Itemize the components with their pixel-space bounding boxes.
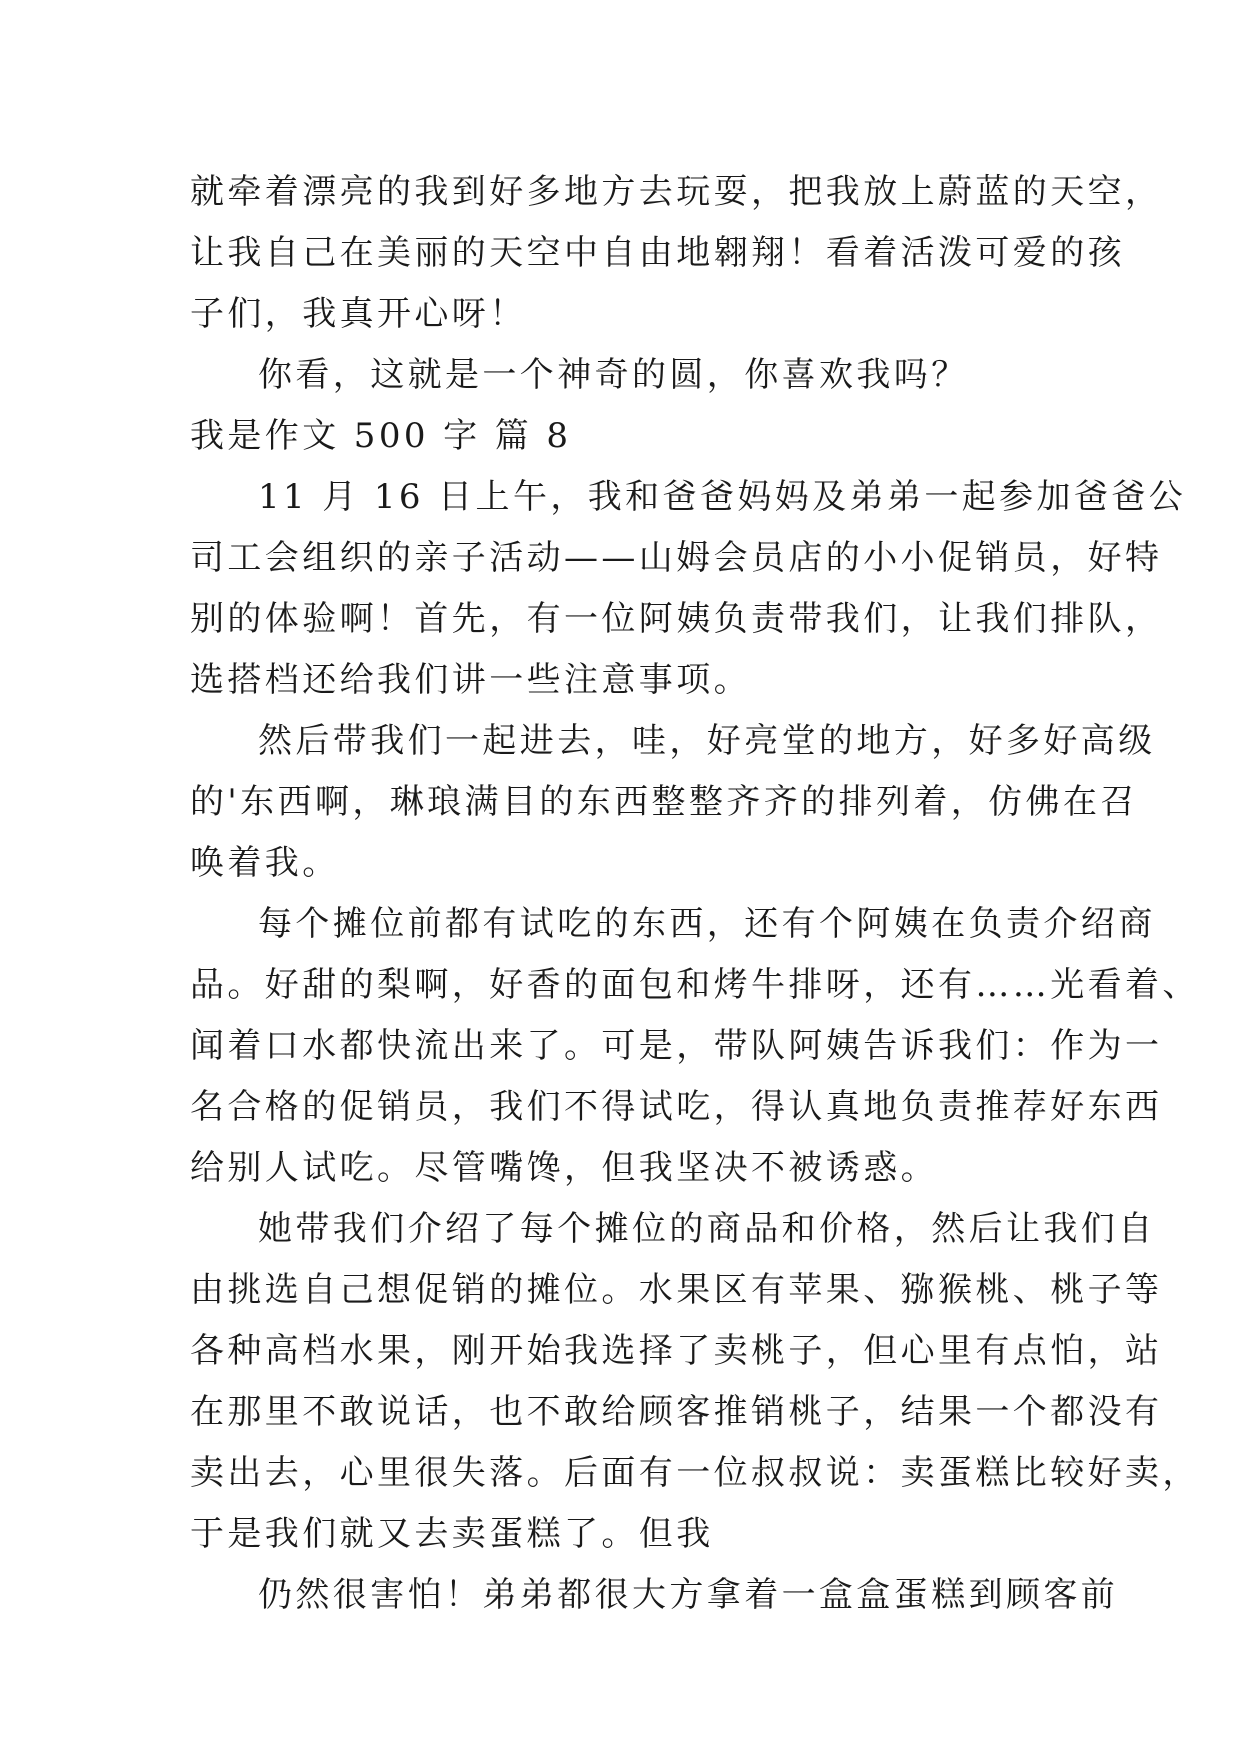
text-line: 名合格的促销员，我们不得试吃，得认真地负责推荐好东西 bbox=[190, 1087, 1163, 1127]
text-line: 给别人试吃。尽管嘴馋，但我坚决不被诱惑。 bbox=[190, 1148, 938, 1188]
paragraph-first-line: 然后带我们一起进去，哇，好亮堂的地方，好多好高级 bbox=[258, 721, 1156, 761]
paragraph-first-line: 仍然很害怕！弟弟都很大方拿着一盒盒蛋糕到顾客前 bbox=[258, 1575, 1119, 1615]
text-line: 别的体验啊！首先，有一位阿姨负责带我们，让我们排队， bbox=[190, 599, 1163, 639]
text-line: 卖出去，心里很失落。后面有一位叔叔说：卖蛋糕比较好卖， bbox=[190, 1453, 1200, 1493]
text-line: 由挑选自己想促销的摊位。水果区有苹果、猕猴桃、桃子等 bbox=[190, 1270, 1163, 1310]
document-page bbox=[190, 162, 1200, 1626]
paragraph-first-line: 11 月 16 日上午，我和爸爸妈妈及弟弟一起参加爸爸公 bbox=[258, 477, 1187, 517]
text-line: 品。好甜的梨啊，好香的面包和烤牛排呀，还有……光看着、 bbox=[190, 965, 1200, 1005]
text-line: 就牵着漂亮的我到好多地方去玩耍，把我放上蔚蓝的天空， bbox=[190, 172, 1163, 212]
text-line: 各种高档水果，刚开始我选择了卖桃子，但心里有点怕，站 bbox=[190, 1331, 1163, 1371]
text-line: 唤着我。 bbox=[190, 843, 340, 883]
text-line: 子们，我真开心呀！ bbox=[190, 294, 527, 334]
text-line: 选搭档还给我们讲一些注意事项。 bbox=[190, 660, 751, 700]
text-line: 让我自己在美丽的天空中自由地翱翔！看着活泼可爱的孩 bbox=[190, 233, 1125, 273]
text-line: 司工会组织的亲子活动——山姆会员店的小小促销员，好特 bbox=[190, 538, 1163, 578]
paragraph-first-line: 你看，这就是一个神奇的圆，你喜欢我吗？ bbox=[258, 355, 969, 395]
text-line: 的'东西啊，琳琅满目的东西整整齐齐的排列着，仿佛在召 bbox=[190, 782, 1138, 822]
paragraph-first-line: 她带我们介绍了每个摊位的商品和价格，然后让我们自 bbox=[258, 1209, 1156, 1249]
text-line: 在那里不敢说话，也不敢给顾客推销桃子，结果一个都没有 bbox=[190, 1392, 1163, 1432]
paragraph-first-line: 每个摊位前都有试吃的东西，还有个阿姨在负责介绍商 bbox=[258, 904, 1156, 944]
text-line: 闻着口水都快流出来了。可是，带队阿姨告诉我们：作为一 bbox=[190, 1026, 1163, 1066]
section-heading: 我是作文 500 字 篇 8 bbox=[190, 416, 572, 456]
text-line: 于是我们就又去卖蛋糕了。但我 bbox=[190, 1514, 714, 1554]
